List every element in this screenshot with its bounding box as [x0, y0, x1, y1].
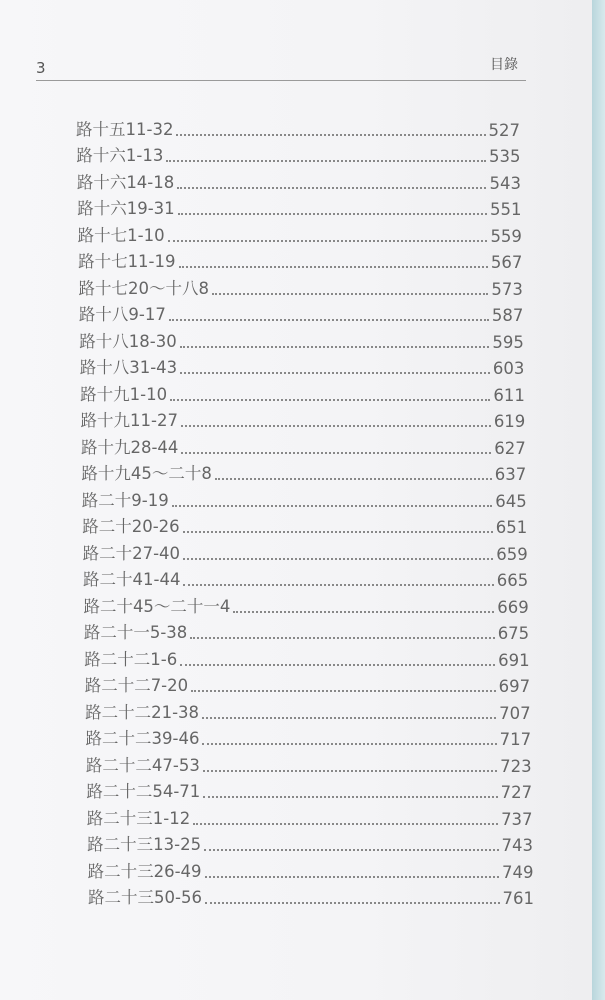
toc-entry-label: 路十八18-30: [79, 331, 177, 351]
toc-entry-page: 595: [492, 332, 524, 352]
toc-entry: [0, 776, 592, 803]
dot-leader: [203, 769, 497, 772]
toc-entry: [0, 431, 592, 458]
dot-leader: [204, 848, 498, 851]
toc-entry-label: 路二十41-44: [83, 570, 181, 589]
toc-entry: [0, 378, 592, 405]
toc-entry-page: 717: [499, 730, 532, 749]
toc-entry-page: 627: [494, 438, 526, 458]
dot-leader: [181, 424, 491, 427]
toc-entry: [0, 829, 592, 856]
dot-leader: [170, 398, 490, 401]
toc-entry-page: 567: [490, 253, 523, 272]
toc-entry: [0, 484, 592, 511]
dot-leader: [172, 504, 493, 507]
dot-leader: [215, 477, 492, 480]
dot-leader: [166, 159, 486, 162]
dot-leader: [177, 186, 486, 189]
toc-entry-label: 路十六19-31: [77, 199, 175, 218]
toc-entry-label: 路十九1-10: [80, 384, 168, 404]
toc-entry-label: 路二十27-40: [82, 543, 181, 563]
toc-entry-label: 路二十45～二十一4: [83, 596, 231, 616]
dot-leader: [180, 345, 490, 348]
toc-entry-label: 路十五11-32: [76, 119, 174, 139]
table-of-contents: [0, 113, 592, 908]
toc-entry-label: 路二十二39-46: [85, 729, 200, 748]
toc-entry: [0, 511, 592, 538]
toc-entry-label: 路十九28-44: [80, 437, 179, 457]
page-edge: [592, 0, 605, 1000]
toc-entry: [0, 352, 592, 379]
toc-entry: [0, 723, 592, 750]
toc-entry-label: 路十六1-13: [76, 146, 164, 165]
toc-entry-page: 645: [495, 491, 527, 511]
toc-entry: [0, 272, 592, 299]
toc-entry-label: 路十九45～二十8: [81, 464, 212, 483]
toc-entry: [0, 670, 592, 697]
running-head-title: 目錄: [490, 57, 518, 73]
dot-leader: [183, 530, 493, 533]
toc-entry: [0, 219, 592, 246]
dot-leader: [180, 663, 495, 666]
toc-entry-label: 路十九11-27: [80, 411, 178, 430]
toc-entry-page: 743: [501, 836, 534, 855]
toc-entry-page: 761: [502, 889, 534, 908]
toc-entry: [0, 299, 592, 326]
toc-entry-label: 路二十二21-38: [85, 702, 200, 722]
toc-entry: [0, 537, 592, 564]
toc-entry-page: 723: [500, 756, 532, 776]
toc-entry-label: 路二十一5-38: [83, 623, 188, 642]
toc-entry-page: 727: [500, 783, 533, 802]
toc-entry: [0, 590, 592, 617]
toc-entry: [0, 643, 592, 670]
toc-entry: [0, 617, 592, 644]
dot-leader: [202, 716, 496, 719]
toc-entry-page: 611: [493, 385, 525, 405]
toc-entry-page: 619: [493, 412, 526, 431]
toc-entry-page: 737: [501, 809, 533, 829]
dot-leader: [203, 795, 497, 798]
toc-entry-label: 路十六14-18: [76, 172, 175, 192]
toc-entry-label: 路十八31-43: [79, 358, 178, 377]
toc-entry-label: 路二十三1-12: [86, 808, 191, 828]
toc-entry: [0, 749, 592, 776]
toc-entry-page: 637: [494, 465, 527, 484]
dot-leader: [183, 583, 493, 586]
toc-entry: [0, 696, 592, 723]
toc-entry: [0, 564, 592, 591]
toc-entry-page: 697: [498, 677, 531, 696]
dot-leader: [205, 875, 500, 878]
toc-entry-page: 551: [489, 200, 522, 219]
dot-leader: [205, 901, 500, 904]
toc-entry-label: 路十七11-19: [78, 252, 176, 271]
dot-leader: [168, 239, 488, 242]
toc-entry-label: 路二十二1-6: [84, 649, 178, 669]
toc-entry-page: 659: [496, 544, 528, 564]
dot-leader: [180, 371, 490, 374]
dot-leader: [176, 133, 485, 136]
toc-entry: [0, 246, 592, 273]
toc-entry-label: 路二十20-26: [82, 517, 180, 536]
toc-entry: [0, 855, 592, 882]
toc-entry: [0, 458, 592, 485]
toc-entry-page: 587: [491, 306, 524, 325]
toc-entry-page: 707: [499, 703, 531, 723]
dot-leader: [179, 265, 488, 268]
toc-entry-label: 路二十三13-25: [87, 835, 202, 854]
dot-leader: [202, 742, 496, 745]
toc-entry-label: 路二十三26-49: [87, 861, 202, 881]
toc-entry-page: 603: [492, 359, 525, 378]
toc-entry-label: 路二十二54-71: [86, 782, 201, 801]
toc-entry: [0, 325, 592, 352]
toc-entry: [0, 113, 592, 140]
toc-entry: [0, 140, 592, 167]
dot-leader: [233, 610, 494, 613]
toc-entry-page: 675: [497, 624, 530, 643]
toc-entry-label: 路十八9-17: [78, 305, 166, 324]
toc-entry-label: 路二十二47-53: [85, 755, 200, 775]
toc-entry: [0, 882, 592, 909]
dot-leader: [183, 557, 493, 560]
toc-entry-label: 路二十三50-56: [88, 888, 202, 907]
dot-leader: [181, 451, 491, 454]
toc-entry-page: 691: [498, 650, 530, 670]
toc-entry-page: 665: [496, 571, 529, 590]
toc-entry-page: 559: [490, 226, 522, 246]
toc-entry: [0, 405, 592, 432]
toc-entry-page: 651: [495, 518, 528, 537]
toc-entry: [0, 166, 592, 193]
toc-entry-label: 路二十9-19: [81, 490, 169, 510]
toc-entry-page: 749: [502, 862, 534, 882]
toc-entry-label: 路十七20～十八8: [78, 278, 209, 298]
toc-entry: [0, 802, 592, 829]
dot-leader: [193, 822, 498, 825]
toc-entry-page: 573: [491, 279, 523, 299]
toc-entry-page: 669: [497, 597, 529, 617]
header-rule: [36, 80, 526, 81]
dot-leader: [190, 636, 494, 639]
toc-entry-label: 路十七1-10: [77, 225, 165, 245]
dot-leader: [169, 318, 489, 321]
page-number: 3: [36, 59, 46, 77]
dot-leader: [212, 292, 488, 295]
toc-entry-label: 路二十二7-20: [84, 676, 189, 695]
toc-entry: [0, 193, 592, 220]
dot-leader: [191, 689, 496, 692]
dot-leader: [178, 212, 487, 215]
toc-entry-page: 535: [488, 147, 521, 166]
toc-entry-page: 527: [488, 120, 520, 140]
toc-entry-page: 543: [489, 173, 521, 193]
